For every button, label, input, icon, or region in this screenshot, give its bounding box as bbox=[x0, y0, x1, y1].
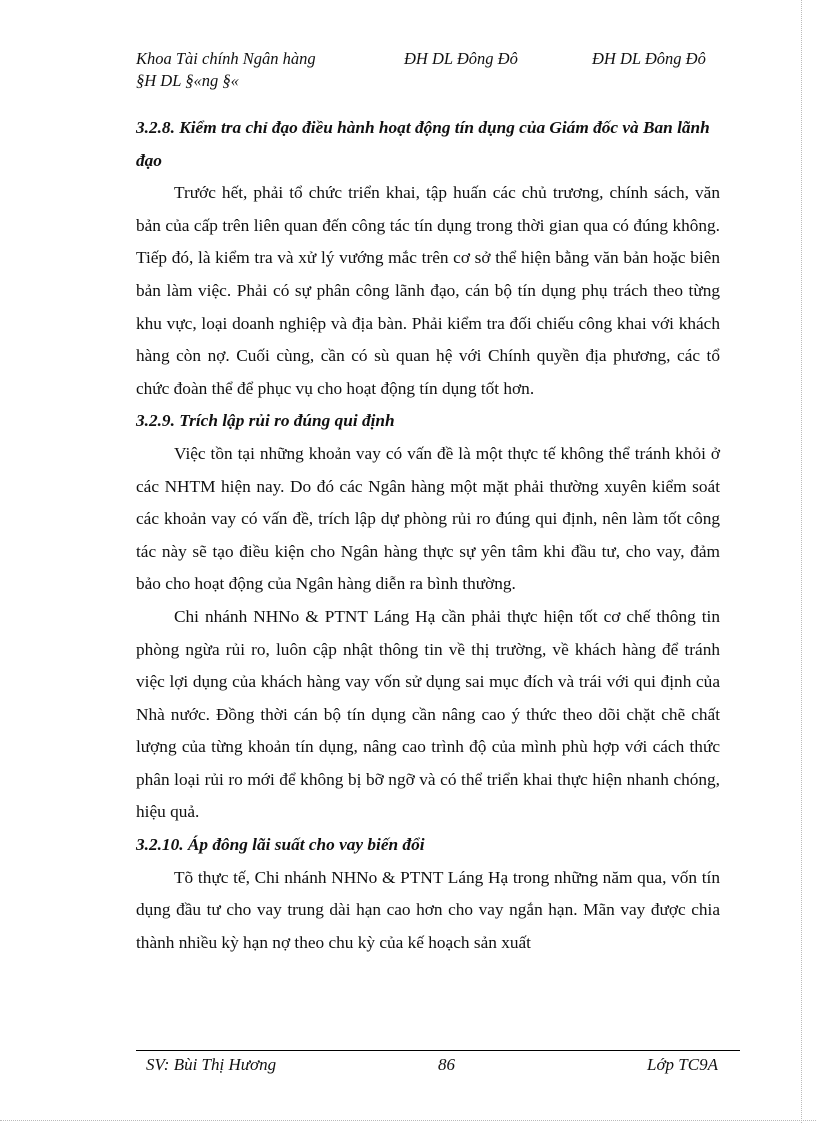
footer-divider bbox=[136, 1050, 740, 1051]
footer-class: Lớp TC9A bbox=[647, 1055, 718, 1074]
section-paragraph: Chi nhánh NHNo & PTNT Láng Hạ cần phải thực hiện tốt cơ chế thông tin phòng ngừa rủi ro, luôn cập nhật thông tin về thị trường, về khách hàng để tránh việc lợi dụng của khách hàng vay vốn sử dụng sai mục đích và trái với qui định của Nhà nước. Đồng thời cán bộ tín dụng cần nâng cao ý thức theo dõi chặt chẽ chất lượng của từng khoản tín dụng, nâng cao trình độ của mình phù hợp với cách thức phân loại rủi ro mới để không bị bỡ ngỡ và có thể triển khai thực hiện nhanh chóng, hiệu quả. bbox=[136, 606, 720, 822]
section-heading: 3.2.10. Áp đông lãi suất cho vay biến đổi bbox=[136, 835, 425, 855]
page-edge-right bbox=[801, 0, 802, 1123]
footer-page-number: 86 bbox=[438, 1055, 455, 1074]
header-university-legacy-encoding: §H DL §«ng §« bbox=[136, 71, 239, 90]
header-faculty: Khoa Tài chính Ngân hàng bbox=[136, 49, 316, 68]
section-heading: 3.2.8. Kiểm tra chỉ đạo điều hành hoạt động tín dụng của Giám đốc và Ban lãnh đạo bbox=[136, 118, 710, 170]
footer-student-name: SV: Bùi Thị Hương bbox=[146, 1055, 277, 1074]
document-body bbox=[136, 112, 720, 959]
header-university-repeat: ĐH DL Đông Đô bbox=[592, 49, 706, 68]
page-edge-bottom bbox=[0, 1120, 816, 1121]
header-university: ĐH DL Đông Đô bbox=[404, 49, 518, 68]
section-paragraph: Tõ thực tế, Chi nhánh NHNo & PTNT Láng Hạ trong những năm qua, vốn tín dụng đầu tư cho vay trung dài hạn cao hơn cho vay ngắn hạn. Mãn vay được chia thành nhiều kỳ hạn nợ theo chu kỳ của kế hoạch sản xuất bbox=[136, 867, 720, 952]
section-paragraph: Trước hết, phải tổ chức triển khai, tập huấn các chủ trương, chính sách, văn bản của cấp trên liên quan đến công tác tín dụng trong thời gian qua có đúng không. Tiếp đó, là kiểm tra và xử lý vướng mắc trên cơ sở thể hiện bằng văn bản hoặc biên bản làm việc. Phải có sự phân công lãnh đạo, cán bộ tín dụng phụ trách theo từng khu vực, loại doanh nghiệp và địa bàn. Phải kiểm tra đối chiếu công khai với khách hàng còn nợ. Cuối cùng, cần có sù quan hệ với Chính quyền địa phương, các tổ chức đoàn thể để phục vụ cho hoạt động tín dụng tốt hơn. bbox=[136, 183, 720, 398]
section-paragraph: Việc tồn tại những khoản vay có vấn đề là một thực tế không thể tránh khỏi ở các NHTM hiện nay. Do đó các Ngân hàng một mặt phải thường xuyên kiểm soát các khoản vay có vấn đề, trích lập dự phòng rủi ro đúng qui định, nên làm tốt công tác này sẽ tạo điều kiện cho Ngân hàng thực sự yên tâm khi đầu tư, cho vay, đảm bảo cho hoạt động của Ngân hàng diễn ra bình thường. bbox=[136, 443, 720, 594]
section-heading: 3.2.9. Trích lập rủi ro đúng qui định bbox=[136, 411, 395, 431]
